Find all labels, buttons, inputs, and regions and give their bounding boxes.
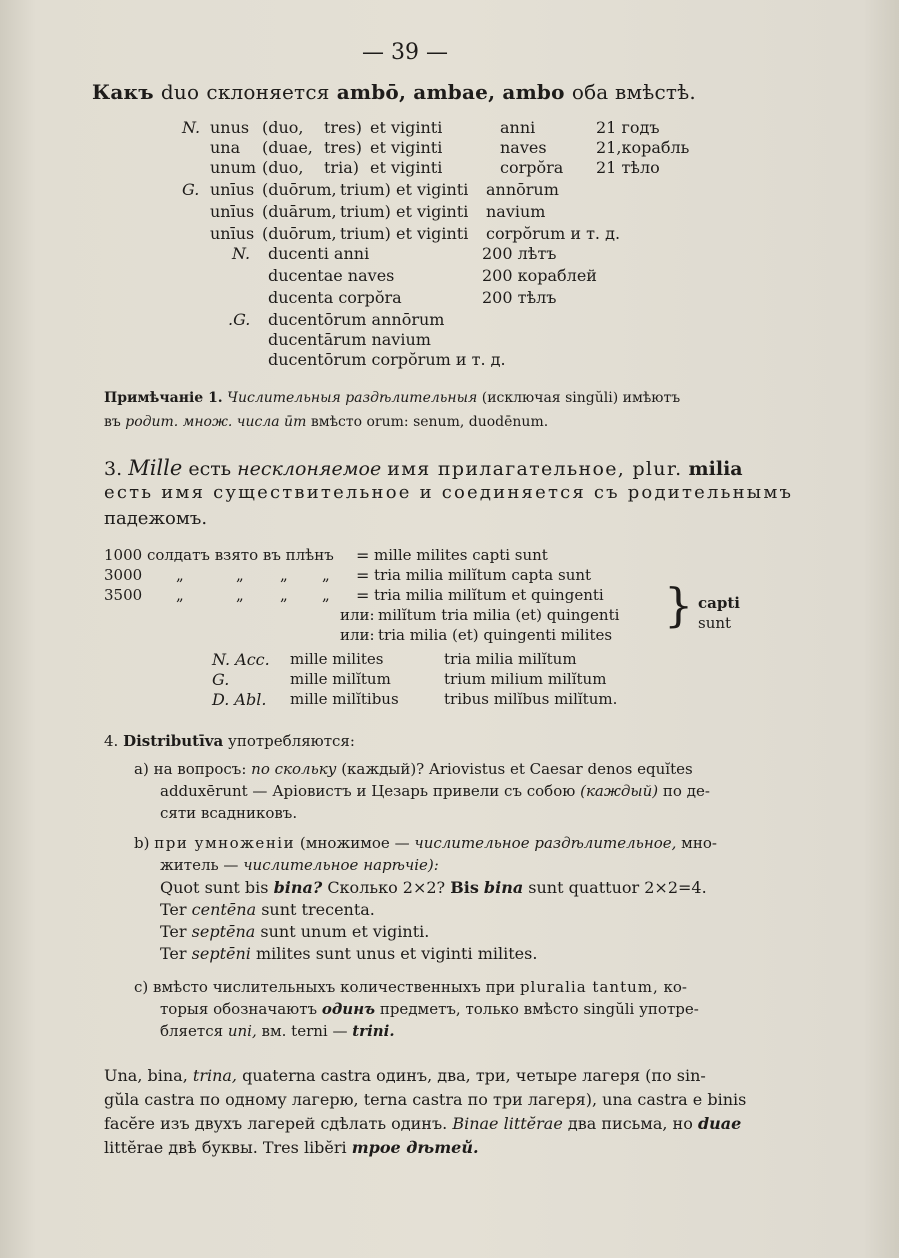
item-b: b) при умноженіи (множимое — числительное раздѣлительное, мно- [134,834,717,852]
item-a: a) на вопросъ: по скольку (каждый)? Ariovistus et Caesar denos equĭtes [134,760,693,778]
item-c: c) вмѣсто числительныхъ количественныхъ при pluralia tantum, ко- [134,978,688,996]
page-number: — 39 — [362,40,448,65]
right-brace: } [664,578,694,632]
section-heading: Какъ duo склоняется ambō, ambae, ambo оба вмѣстѣ. [92,80,696,104]
book-page: — 39 — Какъ duo склоняется ambō, ambae, ambo оба вмѣстѣ. N. unus (duo, tres) et viginti anni 21 годъ una (duae, tres) et viginti naves 21,корабль unum (duo, tria) et viginti corpŏra 21 тѣло G. unīus (duōrum, trium) et viginti annōrum unīus (duārum, trium) et viginti navium unīus (duōrum, trium) et viginti corpŏrum и т. д. N. ducenti anni 200 лѣтъ ducentae naves 200 кораблей ducenta corpŏra 200 тѣлъ .G. ducentōrum annōrum ducentārum navium ducentōrum corpŏrum и т. д. Примѣчаніе 1. Числительныя раздѣлительныя (исключая singŭli) имѣютъ въ родит. множ. числа ūm вмѣсто orum: senum, duodēnum. 3. Mille есть несклоняемое имя прилагательное, plur. milia есть имя существительное и соединяется съ родительнымъ падежомъ. 1000 солдатъ взято въ плѣнъ = mille milites capti sunt 3000 „ „ „ „ = tria milia milĭtum capta sunt 3500 „ „ „ „ = tria milia milĭtum et quingenti или: milĭtum tria milia (et) quingenti или: tria milia (et) quingenti milites } capti sunt N. Acc. mille milites tria milia milĭtum G. mille milĭtum trium milium milĭtum D. Abl. mille milĭtibus tribus milĭbus milĭtum. 4. Distributīva употребляются: a) на вопросъ: по скольку (каждый)? Ariovistus et Caesar denos equĭtes adduxērunt — Аріовистъ и Цезарь привели съ собою (каждый) по де- сяти всадниковъ. b) при умноженіи (множимое — числительное раздѣлительное, мно- житель — числительное нарѣчіе): Quot sunt bis bina? Сколько 2×2? Bis bina sunt quattuor 2×2=4. Ter centēna sunt trecenta. Ter septēna sunt unum et viginti. Ter septēni milites sunt unus et viginti milites. c) вмѣсто числительныхъ количественныхъ при pluralia tantum, ко- торыя обозначаютъ одинъ предметъ, только вмѣсто singŭli употре- бляется uni, вм. terni — trini. Una, bina, trina, quaterna castra одинъ, два, три, четыре лагеря (по sin- gŭla castra по одному лагерю, terna castra по три лагеря), una castra e binis facĕre изъ двухъ лагерей сдѣлать одинъ. Binae littĕrae два письма, но duae littĕrae двѣ буквы. Tres libĕri трое дѣтей. [0,0,899,1258]
